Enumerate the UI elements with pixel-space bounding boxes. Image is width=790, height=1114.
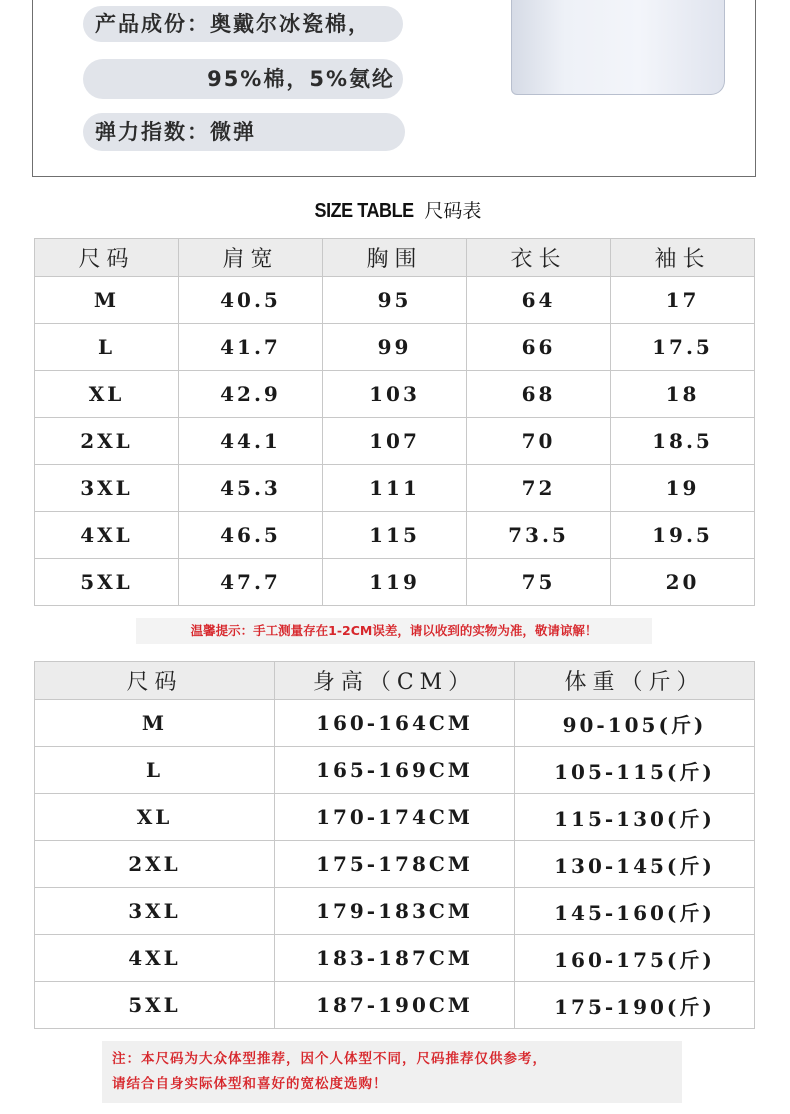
table-row: [35, 935, 755, 982]
cell-length: 64: [467, 277, 611, 324]
cell-size: 4XL: [35, 512, 179, 559]
cell-chest: 107: [323, 418, 467, 465]
cell-chest: 95: [323, 277, 467, 324]
cell-shoulder: 40.5: [179, 277, 323, 324]
table-row: [35, 371, 755, 418]
cell-weight: 105-115(斤): [515, 747, 755, 794]
shirt-image: [511, 0, 725, 95]
cell-chest: 111: [323, 465, 467, 512]
cell-chest: 103: [323, 371, 467, 418]
cell-weight: 130-145(斤): [515, 841, 755, 888]
cell-sleeve: 17: [611, 277, 755, 324]
measurement-tip: 温馨提示：手工测量存在1-2CM误差，请以收到的实物为准，敬请谅解！: [136, 618, 652, 644]
cell-size: XL: [35, 371, 179, 418]
cell-size: 4XL: [35, 935, 275, 982]
cell-chest: 119: [323, 559, 467, 606]
cell-size: XL: [35, 794, 275, 841]
cell-height: 179-183CM: [275, 888, 515, 935]
table-row: [35, 794, 755, 841]
cell-size: L: [35, 747, 275, 794]
header-sleeve: 袖长: [611, 239, 755, 277]
table-row: [35, 512, 755, 559]
cell-chest: 99: [323, 324, 467, 371]
cell-size: 3XL: [35, 465, 179, 512]
cell-size: 5XL: [35, 559, 179, 606]
size-table-title-cn: 尺码表: [424, 200, 482, 222]
cell-sleeve: 17.5: [611, 324, 755, 371]
table-row: [35, 277, 755, 324]
table-row: [35, 747, 755, 794]
cell-shoulder: 45.3: [179, 465, 323, 512]
note-line-2: 请结合自身实际体型和喜好的宽松度选购！: [112, 1076, 388, 1092]
cell-size: 2XL: [35, 841, 275, 888]
cell-size: L: [35, 324, 179, 371]
cell-shoulder: 44.1: [179, 418, 323, 465]
size-table-title-en: SIZE TABLE: [314, 200, 414, 222]
cell-height: 175-178CM: [275, 841, 515, 888]
size-table-title: [0, 196, 790, 223]
table-row: [35, 465, 755, 512]
header-length: 衣长: [467, 239, 611, 277]
recommendation-table: [34, 661, 755, 1029]
table-row: [35, 982, 755, 1029]
cell-sleeve: 19.5: [611, 512, 755, 559]
header-chest: 胸围: [323, 239, 467, 277]
cell-size: M: [35, 700, 275, 747]
table-row: [35, 324, 755, 371]
cell-sleeve: 18: [611, 371, 755, 418]
header-height: 身高（CM）: [275, 662, 515, 700]
note-line-1: 注：本尺码为大众体型推荐，因个人体型不同，尺码推荐仅供参考，: [112, 1051, 547, 1067]
cell-weight: 90-105(斤): [515, 700, 755, 747]
measurement-table: [34, 238, 755, 606]
table-row: [35, 559, 755, 606]
cell-length: 72: [467, 465, 611, 512]
cell-weight: 115-130(斤): [515, 794, 755, 841]
size-recommendation-note: [102, 1041, 682, 1103]
table-row: [35, 888, 755, 935]
cell-size: 5XL: [35, 982, 275, 1029]
cell-length: 75: [467, 559, 611, 606]
cell-length: 68: [467, 371, 611, 418]
header-shoulder: 肩宽: [179, 239, 323, 277]
fabric-line-2: 95%棉，5%氨纶: [83, 59, 403, 99]
table-row: [35, 841, 755, 888]
header-size: 尺码: [35, 239, 179, 277]
cell-shoulder: 42.9: [179, 371, 323, 418]
product-info-card: [32, 0, 756, 177]
header-size: 尺码: [35, 662, 275, 700]
cell-chest: 115: [323, 512, 467, 559]
cell-height: 165-169CM: [275, 747, 515, 794]
header-weight: 体重（斤）: [515, 662, 755, 700]
cell-shoulder: 41.7: [179, 324, 323, 371]
cell-shoulder: 46.5: [179, 512, 323, 559]
cell-length: 66: [467, 324, 611, 371]
cell-size: 3XL: [35, 888, 275, 935]
fabric-line-1: 产品成份：奥戴尔冰瓷棉，: [83, 6, 403, 42]
cell-sleeve: 18.5: [611, 418, 755, 465]
table-row: [35, 418, 755, 465]
cell-shoulder: 47.7: [179, 559, 323, 606]
cell-weight: 145-160(斤): [515, 888, 755, 935]
cell-sleeve: 20: [611, 559, 755, 606]
cell-sleeve: 19: [611, 465, 755, 512]
table-row: [35, 700, 755, 747]
cell-length: 73.5: [467, 512, 611, 559]
cell-height: 187-190CM: [275, 982, 515, 1029]
cell-size: M: [35, 277, 179, 324]
cell-height: 183-187CM: [275, 935, 515, 982]
measurement-header-row: [35, 239, 755, 277]
cell-size: 2XL: [35, 418, 179, 465]
cell-weight: 160-175(斤): [515, 935, 755, 982]
recommendation-header-row: [35, 662, 755, 700]
cell-length: 70: [467, 418, 611, 465]
cell-height: 160-164CM: [275, 700, 515, 747]
cell-height: 170-174CM: [275, 794, 515, 841]
cell-weight: 175-190(斤): [515, 982, 755, 1029]
elasticity-label: 弹力指数：微弹: [83, 113, 405, 151]
